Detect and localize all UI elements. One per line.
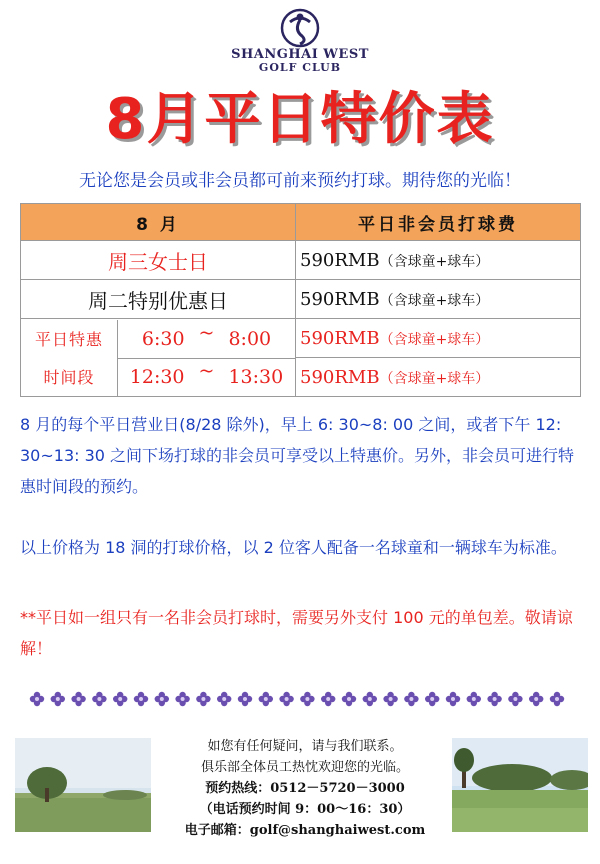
row-price: [296, 358, 581, 397]
header-month: 8 月: [21, 204, 296, 241]
flower-icon: [321, 692, 335, 706]
price-value: 590RMB: [300, 288, 380, 310]
flower-icon: [363, 692, 377, 706]
price-note: （含球童+球车）: [379, 292, 490, 309]
price-value: 590RMB: [300, 327, 380, 349]
flower-icon: [217, 692, 231, 706]
flower-icon: [404, 692, 418, 706]
slot-tilde: ~: [198, 360, 215, 382]
table-row: [21, 319, 581, 358]
flower-icon: [425, 692, 439, 706]
flower-icon: [155, 692, 169, 706]
contact-line2: 俱乐部全体员工热忱欢迎您的光临。: [200, 760, 409, 775]
flower-icon: [383, 692, 397, 706]
flower-icon: [529, 692, 543, 706]
logo-name: SHANGHAI WEST: [231, 47, 369, 62]
flower-icon: [300, 692, 314, 706]
contact-hours: （电话预约时间 9：00～16：30）: [199, 802, 411, 817]
flower-icon: [342, 692, 356, 706]
table-row: [21, 241, 581, 280]
flower-icon: [196, 692, 210, 706]
header-fee: 平日非会员打球费: [296, 204, 581, 241]
table-header-row: [21, 204, 581, 241]
golfer-emblem-icon: [280, 8, 320, 48]
flower-icon: [71, 692, 85, 706]
contact-block: [165, 736, 445, 841]
club-logo: [0, 8, 600, 74]
logo-subtitle: GOLF CLUB: [258, 61, 342, 74]
golf-course-photo-left: [15, 738, 151, 832]
time-slot: [118, 320, 295, 359]
special-label-top: 平日特惠: [34, 330, 103, 349]
flower-icon: [467, 692, 481, 706]
contact-email[interactable]: 电子邮箱：golf@shanghaiwest.com: [184, 823, 426, 838]
slot-end: 8:00: [228, 327, 272, 350]
paragraph-schedule: 8 月的每个平日营业日(8/28 除外)，早上 6: 30~8: 00 之间，或者下午 12: 30~13: 30 之间下场打球的非会员可享受以上特惠价。另外，非会员可进行特惠时间段的预约。: [20, 415, 575, 496]
flower-icon: [487, 692, 501, 706]
paragraph-pricing-basis: 以上价格为 18 洞的打球价格，以 2 位客人配备一名球童和一辆球车为标准。: [20, 538, 567, 557]
slot-tilde: ~: [198, 321, 215, 344]
row-price: [296, 241, 581, 280]
flower-icon: [30, 692, 44, 706]
table-row: [21, 280, 581, 319]
flower-icon: [259, 692, 273, 706]
special-slot-cell: [21, 319, 296, 397]
price-value: 590RMB: [300, 366, 380, 388]
flower-icon: [508, 692, 522, 706]
flower-icon: [550, 692, 564, 706]
page-title: 8月平日特价表: [105, 87, 495, 152]
flower-divider: [0, 689, 600, 709]
row-price: [296, 319, 581, 358]
intro-text: 无论您是会员或非会员都可前来预约打球。期待您的光临！: [79, 171, 521, 191]
slot-end: 13:30: [228, 366, 284, 388]
flower-icon: [113, 692, 127, 706]
row-label: 周三女士日: [21, 241, 296, 280]
price-table: [20, 203, 581, 397]
row-label: 周二特别优惠日: [21, 280, 296, 319]
time-slots: [118, 320, 295, 396]
flower-icon: [134, 692, 148, 706]
price-note: （含球童+球车）: [379, 253, 490, 270]
price-note: （含球童+球车）: [379, 331, 490, 348]
special-label-bottom: 时间段: [43, 368, 95, 387]
price-value: 590RMB: [300, 249, 380, 271]
contact-line1: 如您有任何疑问，请与我们联系。: [207, 739, 403, 754]
flower-icon: [92, 692, 106, 706]
golf-course-photo-right: [452, 738, 588, 832]
paragraph-surcharge-note: **平日如一组只有一名非会员打球时，需要另外支付 100 元的单包差。敬请谅解！: [20, 608, 573, 658]
slot-start: 12:30: [129, 366, 185, 388]
flower-icon: [238, 692, 252, 706]
special-label: [21, 320, 118, 396]
price-note: （含球童+球车）: [379, 370, 490, 387]
flower-icon: [175, 692, 189, 706]
slot-start: 6:30: [141, 327, 185, 350]
contact-hotline[interactable]: 预约热线：0512－5720－3000: [205, 781, 405, 796]
time-slot: [118, 359, 295, 396]
row-price: [296, 280, 581, 319]
flower-icon: [51, 692, 65, 706]
flower-icon: [279, 692, 293, 706]
flower-icon: [446, 692, 460, 706]
